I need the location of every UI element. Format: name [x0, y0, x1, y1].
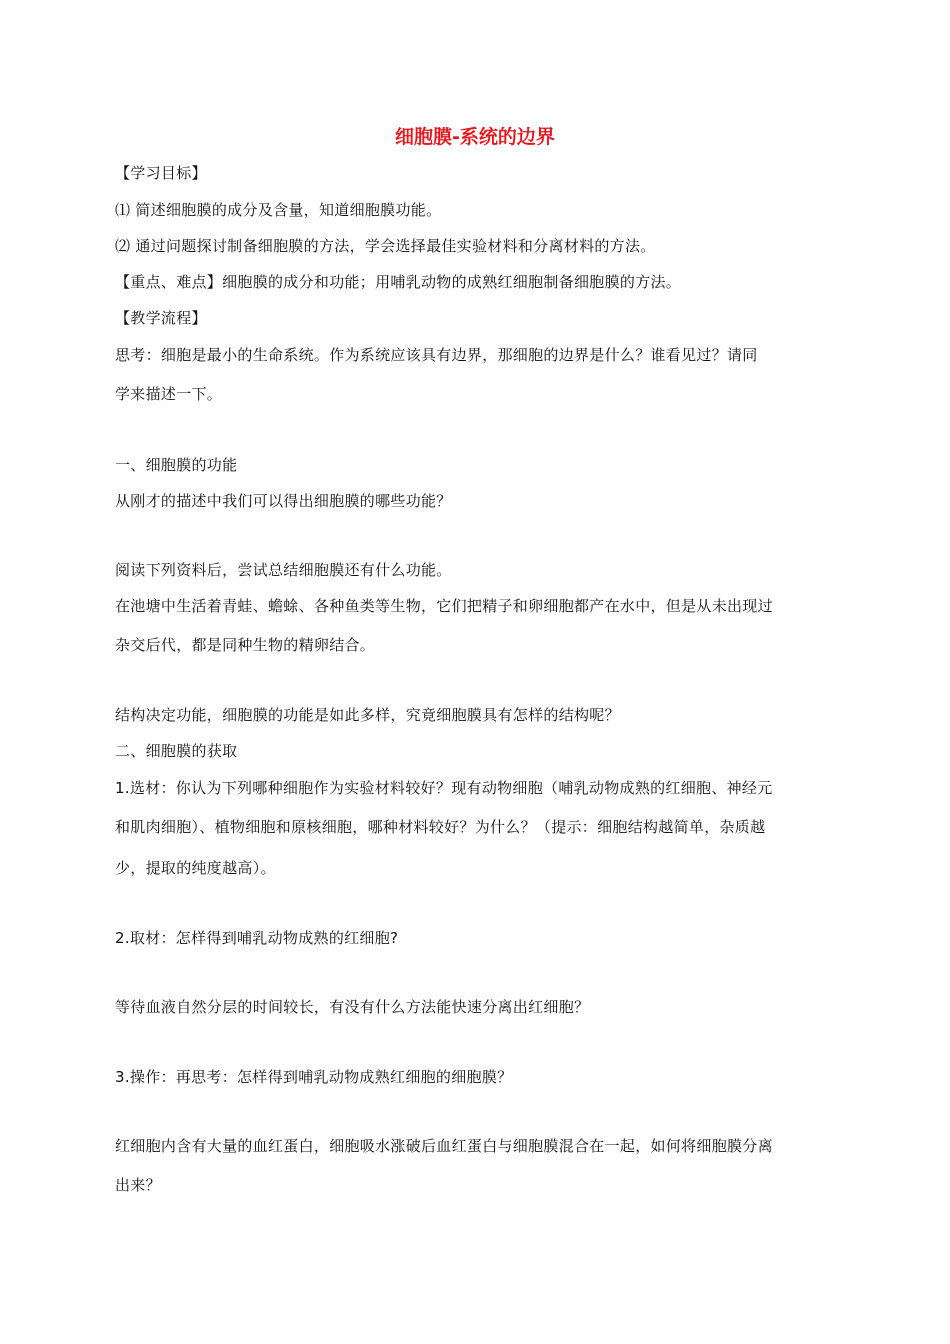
- question-function: 从刚才的描述中我们可以得出细胞膜的哪些功能？: [115, 492, 452, 510]
- section-heading-function: 一、细胞膜的功能: [115, 456, 238, 474]
- document-title: 细胞膜-系统的边界: [395, 126, 555, 148]
- step-3-operation: 3.操作：再思考：怎样得到哺乳动物成熟红细胞的细胞膜？: [115, 1068, 513, 1086]
- step-2-sampling: 2.取材：怎样得到哺乳动物成熟的红细胞?: [115, 929, 399, 947]
- key-points: 【重点、难点】细胞膜的成分和功能；用哺乳动物的成熟红细胞制备细胞膜的方法。: [115, 273, 682, 291]
- section-heading-obtain: 二、细胞膜的获取: [115, 742, 238, 760]
- step-3-paragraph-cont: 出来？: [115, 1176, 161, 1194]
- structure-question: 结构决定功能，细胞膜的功能是如此多样，究竟细胞膜具有怎样的结构呢？: [115, 706, 620, 724]
- reading-instruction: 阅读下列资料后，尝试总结细胞膜还有什么功能。: [115, 561, 452, 579]
- step-1-selection-cont: 和肌肉细胞）、植物细胞和原核细胞，哪种材料较好？为什么？（提示：细胞结构越简单，杂质越: [115, 818, 766, 836]
- objective-1: ⑴ 简述细胞膜的成分及含量，知道细胞膜功能。: [115, 201, 442, 219]
- paragraph-think: 思考：细胞是最小的生命系统。作为系统应该具有边界，那细胞的边界是什么？谁看见过？请同: [115, 346, 758, 364]
- step-1-selection: 1.选材：你认为下列哪种细胞作为实验材料较好？现有动物细胞（哺乳动物成熟的红细胞、神经元: [115, 779, 773, 797]
- section-heading-objectives: 【学习目标】: [115, 164, 207, 182]
- step-1-selection-end: 少，提取的纯度越高）。: [115, 859, 276, 877]
- paragraph-think-cont: 学来描述一下。: [115, 385, 223, 403]
- reading-material-cont: 杂交后代，都是同种生物的精卵结合。: [115, 636, 376, 654]
- step-2-question: 等待血液自然分层的时间较长，有没有什么方法能快速分离出红细胞？: [115, 998, 590, 1016]
- reading-material: 在池塘中生活着青蛙、蟾蜍、各种鱼类等生物，它们把精子和卵细胞都产在水中，但是从未出现过: [115, 597, 773, 615]
- objective-2: ⑵ 通过问题探讨制备细胞膜的方法，学会选择最佳实验材料和分离材料的方法。: [115, 237, 656, 255]
- section-heading-process: 【教学流程】: [115, 309, 207, 327]
- step-3-paragraph: 红细胞内含有大量的血红蛋白，细胞吸水涨破后血红蛋白与细胞膜混合在一起，如何将细胞膜分离: [115, 1137, 773, 1155]
